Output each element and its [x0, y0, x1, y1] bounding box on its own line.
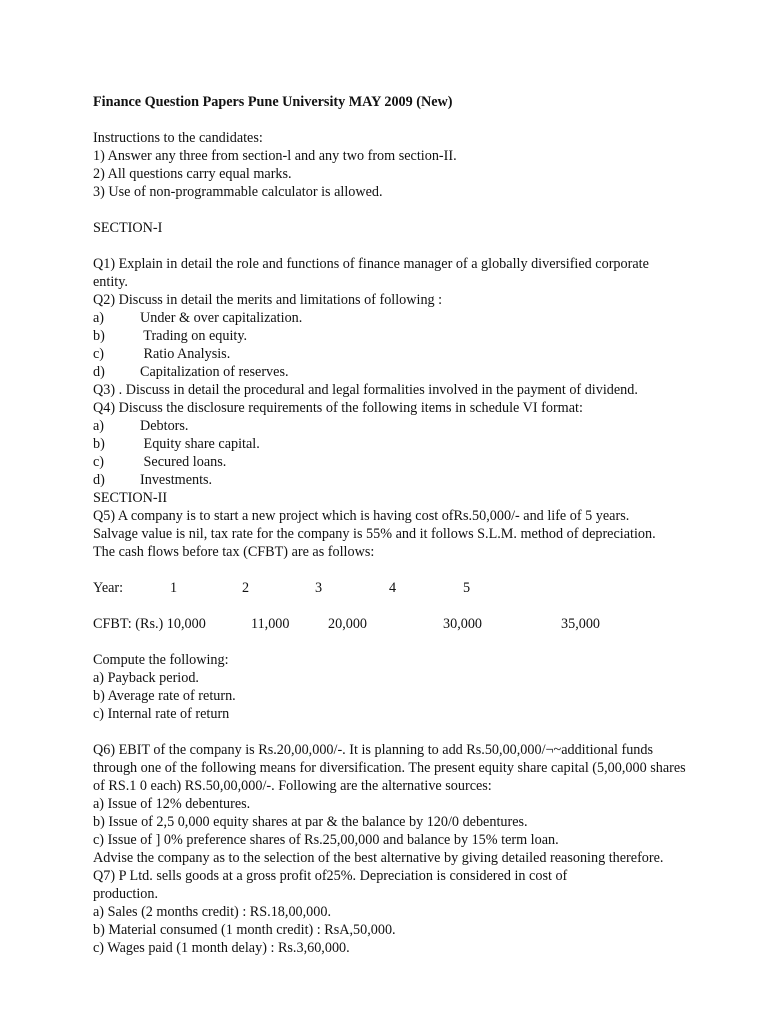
compute-item: a) Payback period.	[93, 670, 199, 686]
option-item: b) Issue of 2,5 0,000 equity shares at par & the balance by 120/0 debentures.	[93, 814, 528, 830]
list-item: c) Secured loans.	[93, 454, 227, 470]
instruction-line: 2) All questions carry equal marks.	[93, 166, 292, 182]
question-6-advise: Advise the company as to the selection of the best alternative by giving detailed reasoning therefore.	[93, 850, 664, 866]
compute-item: c) Internal rate of return	[93, 706, 230, 722]
question-7: Q7) P Ltd. sells goods at a gross profit of25%. Depreciation is considered in cost of production.	[93, 868, 568, 902]
compute-item: b) Average rate of return.	[93, 688, 236, 704]
list-item: c) Ratio Analysis.	[93, 346, 231, 362]
document-title: Finance Question Papers Pune University MAY 2009 (New)	[93, 94, 453, 110]
section-1-heading: SECTION-I	[93, 220, 163, 236]
question-5: Q5) A company is to start a new project which is having cost ofRs.50,000/- and life of 5 years. Salvage value is nil, tax rate for the company is 55% and it follows S.L.M. method of depreciation. The cash flows before tax (CFBT) are as follows:	[93, 508, 656, 560]
question-6: Q6) EBIT of the company is Rs.20,00,000/-. It is planning to add Rs.50,00,000/¬~additional funds through one of the following means for diversification. The present equity share capital (5,00,000 shares of RS.1 0 each) RS.50,00,000/-. Following are the alternative sources:	[93, 742, 686, 794]
option-item: c) Issue of ] 0% preference shares of Rs.25,00,000 and balance by 15% term loan.	[93, 832, 559, 848]
year-label: Year:	[93, 580, 124, 596]
list-item: b) Equity share capital.	[93, 436, 260, 452]
question-4: Q4) Discuss the disclosure requirements of the following items in schedule VI format:	[93, 400, 583, 416]
year-cell: 2	[242, 580, 250, 596]
list-item: b) Trading on equity.	[93, 328, 248, 344]
q7-item: c) Wages paid (1 month delay) : Rs.3,60,000.	[93, 940, 350, 956]
cfbt-cell: 20,000	[328, 616, 368, 632]
cfbt-cell: 30,000	[443, 616, 483, 632]
cfbt-cell: 35,000	[561, 616, 601, 632]
cfbt-cell: 11,000	[251, 616, 290, 632]
question-3: Q3) . Discuss in detail the procedural and legal formalities involved in the payment of dividend.	[93, 382, 638, 398]
list-item: d) Capitalization of reserves.	[93, 364, 289, 380]
option-item: a) Issue of 12% debentures.	[93, 796, 251, 812]
document-body	[93, 93, 693, 957]
year-row	[93, 579, 693, 597]
q7-item: b) Material consumed (1 month credit) : RsA,50,000.	[93, 922, 396, 938]
instruction-line: 1) Answer any three from section-l and any two from section-II.	[93, 148, 457, 164]
cfbt-label: CFBT: (Rs.) 10,000	[93, 616, 206, 632]
compute-heading: Compute the following:	[93, 652, 229, 668]
section-2-heading: SECTION-II	[93, 490, 168, 506]
year-cell: 3	[315, 580, 323, 596]
cfbt-row	[93, 615, 693, 633]
list-item: a) Debtors.	[93, 418, 189, 434]
list-item: a) Under & over capitalization.	[93, 310, 303, 326]
question-1: Q1) Explain in detail the role and functions of finance manager of a globally diversified corporate entity.	[93, 256, 649, 290]
question-2: Q2) Discuss in detail the merits and limitations of following :	[93, 292, 443, 308]
instruction-line: 3) Use of non-programmable calculator is allowed.	[93, 184, 383, 200]
year-cell: 1	[170, 580, 178, 596]
instructions-heading: Instructions to the candidates:	[93, 130, 263, 146]
year-cell: 4	[389, 580, 397, 596]
list-item: d) Investments.	[93, 472, 213, 488]
year-cell: 5	[463, 580, 471, 596]
q7-item: a) Sales (2 months credit) : RS.18,00,000.	[93, 904, 332, 920]
